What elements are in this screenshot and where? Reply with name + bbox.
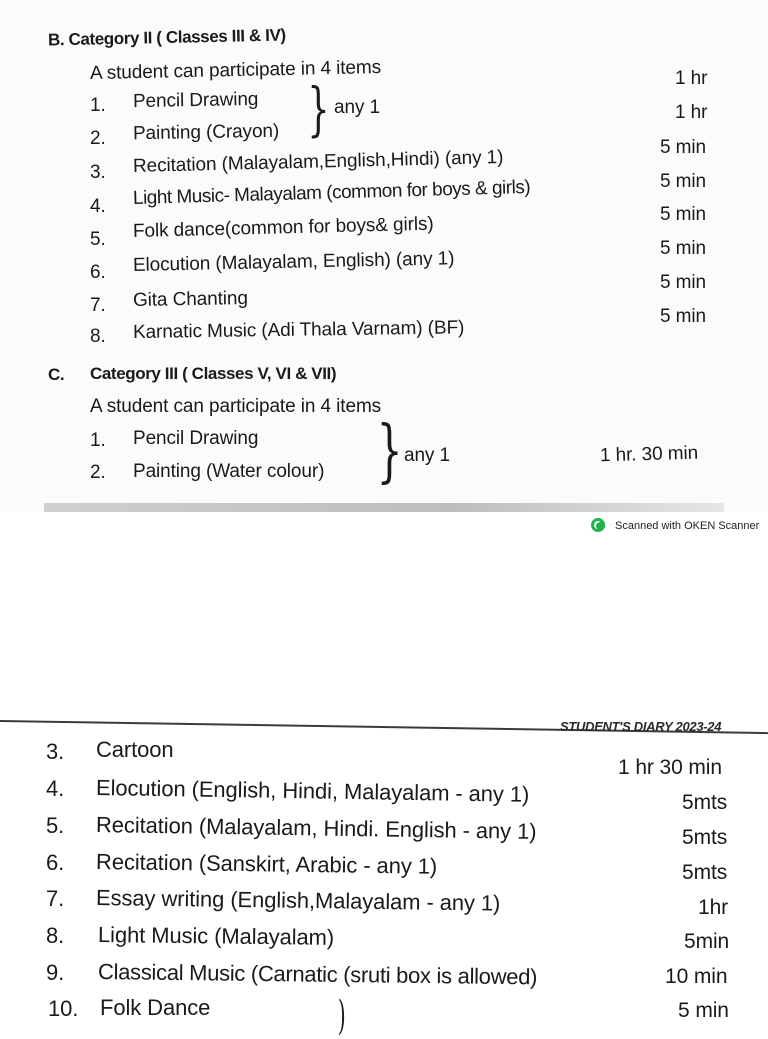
list-item-label: Karnatic Music (Adi Thala Varnam) (BF) bbox=[132, 317, 465, 343]
list-item-time: 1 hr 30 min bbox=[618, 756, 722, 779]
list-item-number: 2. bbox=[90, 462, 106, 483]
list-item-number: 1. bbox=[90, 430, 106, 451]
brace-note: any 1 bbox=[404, 445, 450, 466]
list-item-number: 8. bbox=[46, 923, 65, 948]
brace-icon: ) bbox=[337, 993, 346, 1039]
list-item-time: 5 min bbox=[678, 999, 729, 1022]
list-item-number: 3. bbox=[46, 739, 65, 764]
list-item-label: Recitation (Malayalam,English,Hindi) (any 1) bbox=[132, 146, 504, 177]
list-item-label: Pencil Drawing bbox=[133, 428, 259, 449]
list-item-time: 5 min bbox=[660, 238, 706, 259]
list-item-time: 1 hr bbox=[675, 68, 708, 89]
diary-header: STUDENT'S DIARY 2023-24 bbox=[560, 719, 722, 734]
list-item-label: Light Music- Malayalam (common for boys & girls) bbox=[132, 176, 531, 209]
section-c-intro: A student can participate in 4 items bbox=[90, 396, 382, 417]
section-c-letter: C. bbox=[48, 365, 65, 384]
list-item-number: 8. bbox=[90, 326, 106, 347]
list-item-time: 5mts bbox=[682, 826, 728, 849]
list-item-number: 2. bbox=[90, 128, 106, 149]
section-b-intro: A student can participate in 4 items bbox=[89, 56, 382, 85]
list-item-label: Elocution (Malayalam, English) (any 1) bbox=[132, 248, 455, 276]
section-c-heading: Category III ( Classes V, VI & VII) bbox=[90, 364, 337, 383]
list-item-label: Painting (Crayon) bbox=[132, 120, 280, 145]
list-item-label: Light Music (Malayalam) bbox=[97, 922, 335, 950]
list-item-number: 9. bbox=[46, 960, 65, 985]
scanner-watermark-text: Scanned with OKEN Scanner bbox=[615, 520, 760, 532]
brace-icon: } bbox=[376, 412, 403, 491]
list-item-label: Gita Chanting bbox=[132, 287, 249, 311]
list-item-time: 5mts bbox=[682, 791, 728, 814]
list-item-label: Folk dance(common for boys& girls) bbox=[132, 213, 434, 242]
list-item-time: 5min bbox=[684, 930, 730, 953]
list-item-label: Folk Dance bbox=[100, 995, 211, 1020]
list-item-time: 5 min bbox=[660, 204, 706, 225]
list-item-number: 10. bbox=[48, 996, 79, 1021]
list-item-time: 10 min bbox=[665, 965, 728, 988]
list-item-number: 6. bbox=[46, 850, 65, 875]
list-item-time: 5 min bbox=[660, 171, 706, 192]
scanner-watermark bbox=[591, 518, 759, 534]
list-item-number: 6. bbox=[90, 262, 106, 283]
list-item-label: Recitation (Malayalam, Hindi. English - any 1) bbox=[95, 812, 537, 844]
list-item-label: Pencil Drawing bbox=[132, 88, 259, 113]
list-item-label: Elocution (English, Hindi, Malayalam - any 1) bbox=[95, 775, 530, 807]
list-item-label: Classical Music (Carnatic (sruti box is allowed) bbox=[97, 959, 538, 990]
list-item-number: 1. bbox=[90, 95, 106, 116]
list-item-time: 1hr bbox=[698, 896, 729, 919]
list-item-time: 1 hr bbox=[675, 102, 708, 123]
brace-icon: } bbox=[307, 75, 330, 143]
list-item-label: Painting (Water colour) bbox=[133, 461, 325, 482]
page-edge-shadow bbox=[44, 503, 724, 512]
section-b-heading: B. Category II ( Classes III & IV) bbox=[47, 25, 286, 50]
list-item-number: 7. bbox=[46, 886, 65, 911]
list-item-label: Cartoon bbox=[96, 737, 174, 762]
list-item-label: Recitation (Sanskirt, Arabic - any 1) bbox=[95, 849, 438, 879]
list-item-number: 5. bbox=[46, 813, 65, 838]
list-item-time: 5 min bbox=[660, 272, 706, 293]
brace-note: any 1 bbox=[334, 97, 380, 118]
list-item-label: Essay writing (English,Malayalam - any 1) bbox=[95, 885, 501, 916]
shared-time: 1 hr. 30 min bbox=[599, 442, 699, 467]
scanner-logo-icon bbox=[591, 518, 607, 534]
list-item-time: 5mts bbox=[682, 861, 728, 884]
list-item-number: 4. bbox=[46, 776, 65, 801]
list-item-time: 5 min bbox=[660, 137, 706, 158]
list-item-number: 3. bbox=[90, 162, 106, 183]
list-item-number: 7. bbox=[90, 295, 106, 316]
list-item-number: 4. bbox=[90, 196, 106, 217]
list-item-number: 5. bbox=[90, 229, 106, 250]
page-top-photo bbox=[0, 0, 768, 512]
list-item-time: 5 min bbox=[660, 306, 706, 327]
